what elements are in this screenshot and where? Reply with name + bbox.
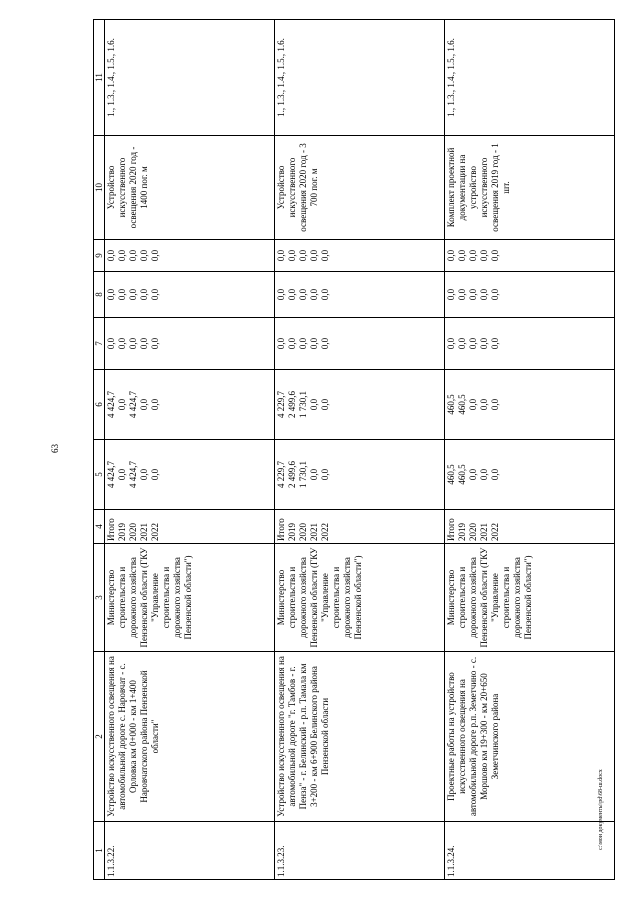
- funding-c8: [445, 272, 615, 318]
- funding-c9-value: 0,0: [298, 249, 308, 262]
- funding-c6-value: 0,0: [150, 398, 160, 411]
- funding-c6-value: 0,0: [468, 398, 478, 411]
- measure-name: Устройство искусственного освещения на автомобильной дороге с. Наровчат - с. Орловка км 0+000 - км 1+400 Наровчатского района Пензенской области": [105, 652, 275, 822]
- funding-c8-value: 0,0: [150, 288, 160, 301]
- year-label: 2022: [320, 523, 330, 541]
- funding-c8-value: 0,0: [457, 288, 467, 301]
- funding-c9-value: 0,0: [117, 249, 127, 262]
- indicator-numbers: 1., 1.3., 1.4., 1.5., 1.6.: [445, 20, 615, 136]
- funding-c5-value: 4 229,7: [276, 461, 286, 488]
- funding-c6-value: 0,0: [309, 398, 319, 411]
- funding-c5-value: 1 730,1: [298, 461, 308, 488]
- funding-c5-value: 0,0: [490, 468, 500, 481]
- page-number: 63: [50, 444, 60, 453]
- header-cell: 3: [94, 544, 105, 652]
- funding-c9-value: 0,0: [479, 249, 489, 262]
- funding-c6: [105, 370, 275, 440]
- funding-c8-value: 0,0: [106, 288, 116, 301]
- funding-c6-value: 460,5: [446, 394, 456, 415]
- funding-c8-value: 0,0: [117, 288, 127, 301]
- funding-c8: [105, 272, 275, 318]
- funding-c5-value: 0,0: [117, 468, 127, 481]
- funding-c9-value: 0,0: [276, 249, 286, 262]
- funding-c5-value: 0,0: [479, 468, 489, 481]
- funding-c9-value: 0,0: [468, 249, 478, 262]
- funding-c8-value: 0,0: [490, 288, 500, 301]
- funding-c9-value: 0,0: [128, 249, 138, 262]
- funding-c7-value: 0,0: [479, 337, 489, 350]
- funding-c5-value: 0,0: [320, 468, 330, 481]
- header-cell: 1: [94, 822, 105, 880]
- years: [445, 510, 615, 544]
- year-label: Итого: [106, 518, 116, 541]
- row-number: 1.1.3.22.: [105, 822, 275, 880]
- funding-c6-value: 4 424,7: [106, 391, 116, 418]
- funding-c7-value: 0,0: [276, 337, 286, 350]
- funding-c6: [275, 370, 445, 440]
- funding-c7-value: 0,0: [457, 337, 467, 350]
- program-table: [93, 19, 615, 880]
- funding-c7-value: 0,0: [309, 337, 319, 350]
- funding-c7-value: 0,0: [490, 337, 500, 350]
- header-cell: 10: [94, 136, 105, 240]
- measure-name: Устройство искусственного освещения на автомобильной дороге "г. Тамбов - г. Пенза" - г. Белинский - р.п. Тамала км 3+200 - км 6+900 Белинского района Пензенской области: [275, 652, 445, 822]
- funding-c5-value: 4 424,7: [128, 461, 138, 488]
- table-row: [445, 20, 615, 880]
- file-path-footer: c:\мои документы\pd\68-ш.docx: [598, 769, 604, 850]
- year-label: 2021: [479, 523, 489, 541]
- header-cell: 2: [94, 652, 105, 822]
- year-label: 2020: [298, 523, 308, 541]
- funding-c5-value: 0,0: [309, 468, 319, 481]
- funding-c6-value: 460,5: [457, 394, 467, 415]
- funding-c6-value: 4 424,7: [128, 391, 138, 418]
- table-row: [105, 20, 275, 880]
- funding-c7-value: 0,0: [468, 337, 478, 350]
- funding-c8-value: 0,0: [468, 288, 478, 301]
- funding-c9-value: 0,0: [457, 249, 467, 262]
- years: [275, 510, 445, 544]
- funding-c9-value: 0,0: [287, 249, 297, 262]
- rotated-table-wrapper: [93, 20, 615, 880]
- funding-c8-value: 0,0: [446, 288, 456, 301]
- funding-c6-value: 0,0: [490, 398, 500, 411]
- funding-c7-value: 0,0: [287, 337, 297, 350]
- funding-c5: [105, 440, 275, 510]
- year-label: 2021: [309, 523, 319, 541]
- funding-c5-value: 2 499,6: [287, 461, 297, 488]
- header-cell: 5: [94, 440, 105, 510]
- funding-c9-value: 0,0: [106, 249, 116, 262]
- year-label: 2022: [490, 523, 500, 541]
- funding-c5-value: 0,0: [139, 468, 149, 481]
- funding-c7-value: 0,0: [320, 337, 330, 350]
- row-number: 1.1.3.24.: [445, 822, 615, 880]
- funding-c7: [105, 318, 275, 370]
- funding-c8-value: 0,0: [309, 288, 319, 301]
- year-label: 2020: [128, 523, 138, 541]
- funding-c9-value: 0,0: [309, 249, 319, 262]
- header-cell: 8: [94, 272, 105, 318]
- funding-c6-value: 4 229,7: [276, 391, 286, 418]
- funding-c8-value: 0,0: [276, 288, 286, 301]
- header-cell: 6: [94, 370, 105, 440]
- funding-c7-value: 0,0: [446, 337, 456, 350]
- funding-c5-value: 4 424,7: [106, 461, 116, 488]
- year-label: 2019: [117, 523, 127, 541]
- funding-c7: [275, 318, 445, 370]
- funding-c6-value: 2 499,6: [287, 391, 297, 418]
- year-label: Итого: [276, 518, 286, 541]
- funding-c9-value: 0,0: [139, 249, 149, 262]
- expected-result: Устройство искусственного освещения 2020 год - 3 700 пог. м: [275, 136, 445, 240]
- year-label: 2019: [457, 523, 467, 541]
- year-label: 2021: [139, 523, 149, 541]
- expected-result: Комплект проектной документации на устройство искусственного освещения 2019 год - 1 шт.: [445, 136, 615, 240]
- funding-c6-value: 0,0: [117, 398, 127, 411]
- funding-c5-value: 460,5: [457, 464, 467, 485]
- funding-c8: [275, 272, 445, 318]
- funding-c9: [275, 240, 445, 272]
- year-label: Итого: [446, 518, 456, 541]
- funding-c9: [445, 240, 615, 272]
- funding-c7-value: 0,0: [298, 337, 308, 350]
- executor: Министерство строительства и дорожного хозяйства Пензенской области (ГКУ "Управление строительства и дорожного хозяйства Пензенской области"): [275, 544, 445, 652]
- header-cell: 4: [94, 510, 105, 544]
- funding-c9: [105, 240, 275, 272]
- funding-c7-value: 0,0: [139, 337, 149, 350]
- funding-c8-value: 0,0: [298, 288, 308, 301]
- funding-c8-value: 0,0: [320, 288, 330, 301]
- funding-c5-value: 460,5: [446, 464, 456, 485]
- row-number: 1.1.3.23.: [275, 822, 445, 880]
- header-cell: 7: [94, 318, 105, 370]
- funding-c5-value: 0,0: [150, 468, 160, 481]
- year-label: 2020: [468, 523, 478, 541]
- funding-c8-value: 0,0: [139, 288, 149, 301]
- funding-c5-value: 0,0: [468, 468, 478, 481]
- funding-c9-value: 0,0: [490, 249, 500, 262]
- funding-c9-value: 0,0: [150, 249, 160, 262]
- funding-c9-value: 0,0: [446, 249, 456, 262]
- funding-c8-value: 0,0: [287, 288, 297, 301]
- indicator-numbers: 1., 1.3., 1.4., 1.5., 1.6.: [275, 20, 445, 136]
- funding-c7-value: 0,0: [128, 337, 138, 350]
- funding-c6-value: 0,0: [139, 398, 149, 411]
- indicator-numbers: 1., 1.3., 1.4., 1.5., 1.6.: [105, 20, 275, 136]
- funding-c5: [445, 440, 615, 510]
- year-label: 2022: [150, 523, 160, 541]
- executor: Министерство строительства и дорожного хозяйства Пензенской области (ГКУ "Управление строительства и дорожного хозяйства Пензенской области"): [105, 544, 275, 652]
- funding-c6-value: 0,0: [479, 398, 489, 411]
- funding-c6-value: 0,0: [320, 398, 330, 411]
- header-cell: 11: [94, 20, 105, 136]
- funding-c7-value: 0,0: [150, 337, 160, 350]
- funding-c5: [275, 440, 445, 510]
- header-row: [94, 20, 105, 880]
- funding-c8-value: 0,0: [128, 288, 138, 301]
- header-cell: 9: [94, 240, 105, 272]
- executor: Министерство строительства и дорожного хозяйства Пензенской области (ГКУ "Управление строительства и дорожного хозяйства Пензенской области"): [445, 544, 615, 652]
- funding-c8-value: 0,0: [479, 288, 489, 301]
- funding-c7: [445, 318, 615, 370]
- year-label: 2019: [287, 523, 297, 541]
- funding-c6-value: 1 730,1: [298, 391, 308, 418]
- measure-name: Проектные работы на устройство искусственного освещения на автомобильной дороге р.п. Земетчино - с. Моршово км 19+300 - км 20+650 Земетчинского района: [445, 652, 615, 822]
- funding-c6: [445, 370, 615, 440]
- funding-c7-value: 0,0: [117, 337, 127, 350]
- funding-c9-value: 0,0: [320, 249, 330, 262]
- expected-result: Устройство искусственного освещения 2020 год - 1400 пог. м: [105, 136, 275, 240]
- table-row: [275, 20, 445, 880]
- years: [105, 510, 275, 544]
- funding-c7-value: 0,0: [106, 337, 116, 350]
